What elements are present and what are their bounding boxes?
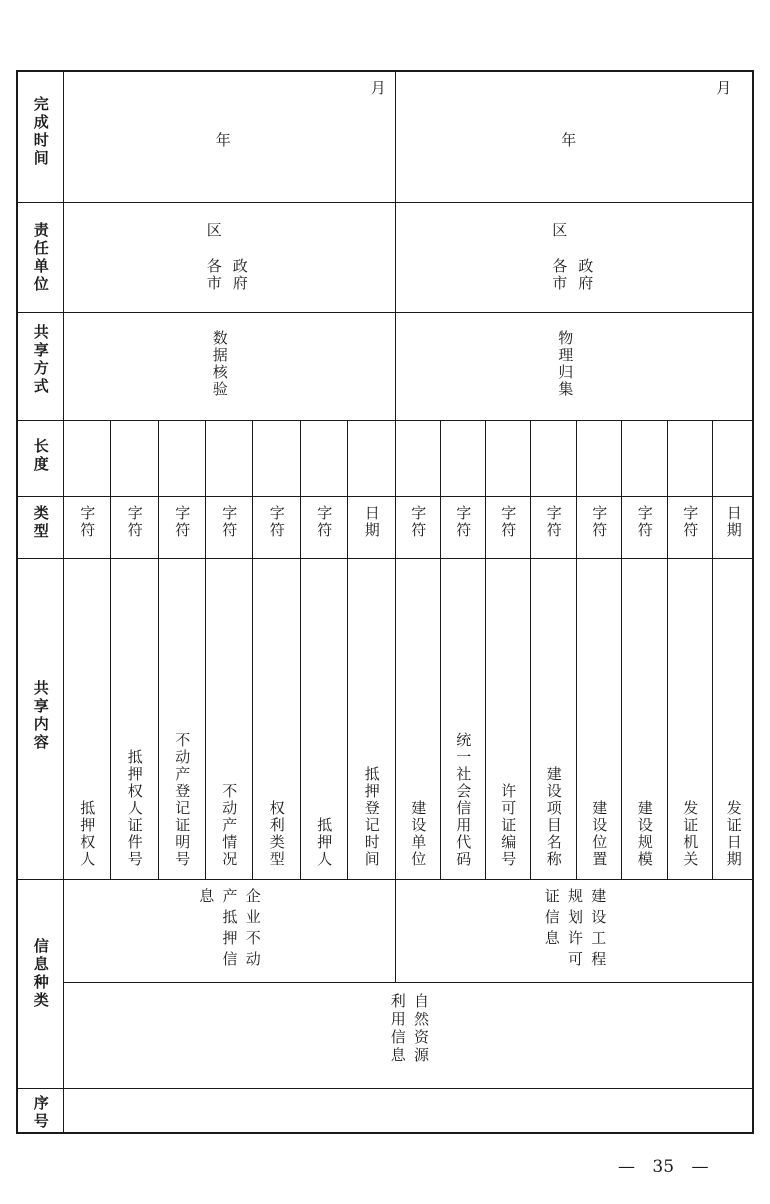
content-cell: 统一社会信用代码: [454, 732, 473, 868]
header-type: 类型: [31, 505, 50, 541]
type-cell: 日期: [362, 505, 381, 539]
content-cell: 建设位置: [590, 800, 609, 868]
row-divider: [576, 420, 577, 879]
band-divider: [16, 202, 754, 203]
content-cell: 不动产登记证明号: [173, 732, 192, 868]
header-shared-content: 共享内容: [31, 680, 50, 752]
band-divider: [16, 496, 754, 497]
time-month: 月: [368, 80, 387, 97]
content-cell: 建设规模: [635, 800, 654, 868]
row-divider: [205, 420, 206, 879]
type-cell: 字符: [315, 505, 334, 539]
header-column-divider: [63, 70, 64, 1134]
content-cell: 不动产情况: [220, 783, 239, 868]
info-subtype: 企业不动产抵押信息: [197, 888, 262, 972]
content-cell: 抵押权人证件号: [125, 749, 144, 868]
time-year: 年: [213, 132, 232, 149]
info-category: 自然资源利用信息: [388, 993, 430, 1065]
band-divider: [16, 879, 754, 880]
unit-line-2: 政府: [230, 258, 249, 292]
band-divider: [16, 558, 754, 559]
page-footer: [618, 1157, 708, 1177]
row-divider: [712, 420, 713, 879]
type-cell: 字符: [220, 505, 239, 539]
type-cell: 字符: [267, 505, 286, 539]
data-sharing-table: [16, 70, 754, 1134]
page-number: 35: [652, 1157, 675, 1177]
header-completion-time: 完成时间: [31, 96, 50, 168]
type-cell: 字符: [544, 505, 563, 539]
row-divider: [252, 420, 253, 879]
type-cell: 字符: [78, 505, 97, 539]
unit-line-1: 各市: [204, 258, 223, 292]
row-divider: [530, 420, 531, 879]
type-cell: 字符: [681, 505, 700, 539]
row-divider: [440, 420, 441, 879]
content-cell: 许可证编号: [499, 783, 518, 868]
band-divider: [16, 420, 754, 421]
content-cell: 发证日期: [724, 800, 743, 868]
row-divider: [300, 420, 301, 879]
band-divider: [16, 312, 754, 313]
info-subtype: 建设工程规划许可证信息: [542, 888, 608, 972]
type-cell: 字符: [590, 505, 609, 539]
header-seq: 序号: [31, 1095, 50, 1131]
footer-dash-left: —: [618, 1157, 635, 1177]
header-responsible-unit: 责任单位: [31, 222, 50, 294]
type-cell: 字符: [635, 505, 654, 539]
content-cell: 权利类型: [267, 800, 286, 868]
content-cell: 建设项目名称: [544, 766, 563, 868]
header-info-type: 信息种类: [31, 938, 50, 1010]
content-cell: 发证机关: [681, 800, 700, 868]
row-divider: [667, 420, 668, 879]
unit-line-1: 各市: [550, 258, 569, 292]
header-share-method: 共享方式: [31, 324, 50, 396]
row-divider: [621, 420, 622, 879]
group-divider: [395, 70, 396, 982]
time-month: 月: [714, 80, 733, 97]
share-method-cell: 物理归集: [556, 330, 575, 398]
content-cell: 抵押权人: [78, 800, 97, 868]
row-divider: [347, 420, 348, 879]
share-method-cell: 数据核验: [210, 330, 229, 398]
type-cell: 日期: [724, 505, 743, 539]
band-divider: [16, 1088, 754, 1089]
row-divider: [110, 420, 111, 879]
row-divider: [485, 420, 486, 879]
unit-district: 区: [204, 222, 223, 239]
unit-line-2: 政府: [576, 258, 595, 292]
time-year: 年: [559, 132, 578, 149]
content-cell: 抵押人: [315, 817, 334, 868]
type-cell: 字符: [499, 505, 518, 539]
content-cell: 抵押登记时间: [362, 766, 381, 868]
type-cell: 字符: [125, 505, 144, 539]
content-cell: 建设单位: [409, 800, 428, 868]
unit-district: 区: [550, 222, 569, 239]
info-subtype-divider: [63, 982, 754, 983]
type-cell: 字符: [454, 505, 473, 539]
header-length: 长度: [31, 438, 50, 474]
type-cell: 字符: [173, 505, 192, 539]
row-divider: [158, 420, 159, 879]
footer-dash-right: —: [691, 1157, 709, 1177]
type-cell: 字符: [409, 505, 428, 539]
